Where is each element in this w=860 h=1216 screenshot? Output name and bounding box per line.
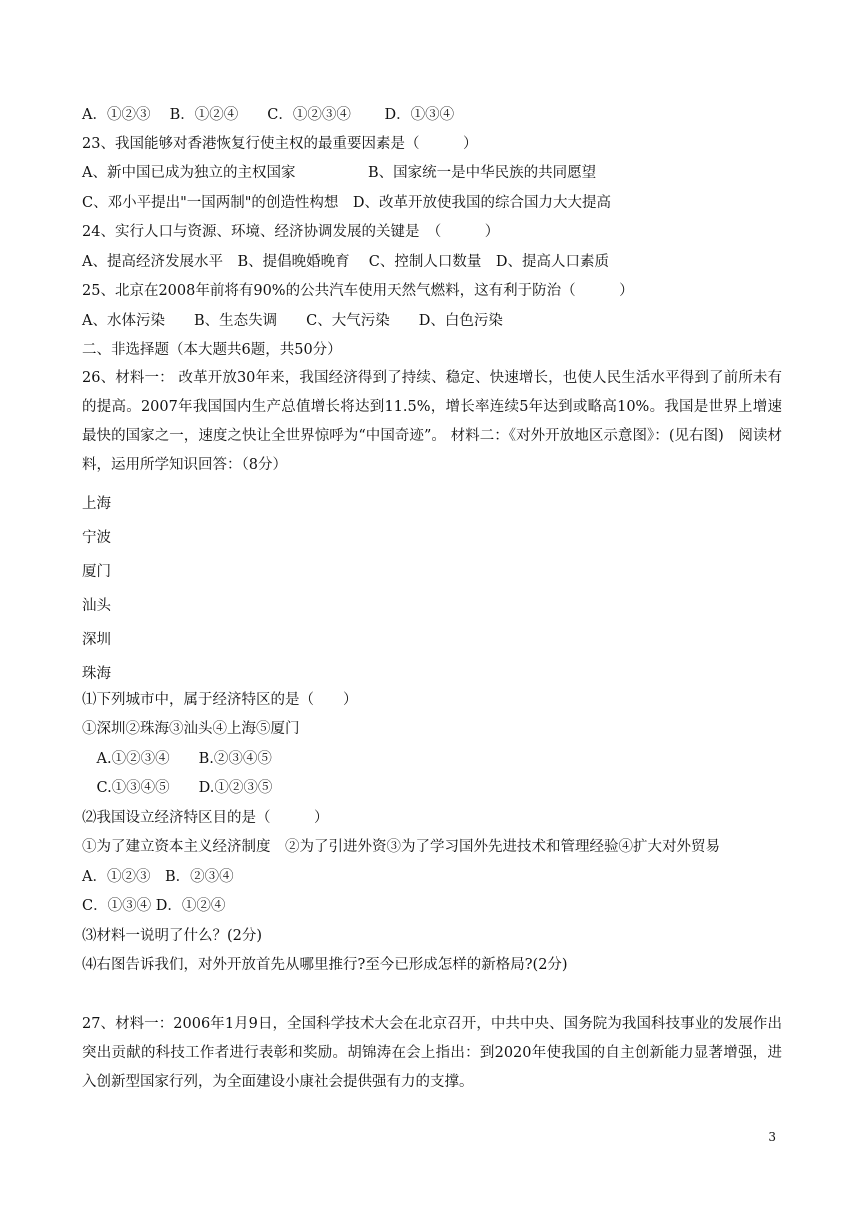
q23-options-ab: A、新中国已成为独立的主权国家 B、国家统一是中华民族的共同愿望 (82, 165, 597, 181)
q26-material: 26、材料一： 改革开放30年来，我国经济得到了持续、稳定、快速增长，也使人民生活水平得到了前所未有的提高。2007年我国国内生产总值增长将达到11.5%，增长率连续5年达到或略高10%。我国是世界上增速最快的国家之一，速度之快让全世界惊呼为“中国奇迹”。 材料二：《对外开放地区示意图》：(见右图) 阅读材料，运用所学知识回答：（8分） (82, 370, 782, 473)
q24-stem: 24、实行人口与资源、环境、经济协调发展的关键是 （ ） (82, 224, 500, 240)
q26-sub2-stem: ⑵我国设立经济特区目的是（ ） (82, 810, 329, 826)
q25-stem: 25、北京在2008年前将有90%的公共汽车使用天然气燃料，这有利于防治（ ） (82, 283, 634, 299)
q27-material: 27、材料一：2006年1月9日，全国科学技术大会在北京召开，中共中央、国务院为我国科技事业的发展作出突出贡献的科技工作者进行表彰和奖励。胡锦涛在会上指出：到2020年使我国的自主创新能力显著增强，进入创新型国家行列，为全面建设小康社会提供强有力的支撑。 (82, 1016, 782, 1090)
map-label-shantou: 汕头 (82, 598, 111, 614)
q26-sub1-stem: ⑴下列城市中，属于经济特区的是（ ） (82, 692, 358, 708)
q26-sub2-options-ab: A．①②③ B．②③④ (82, 869, 234, 885)
q25-options: A、水体污染 B、生态失调 C、大气污染 D、白色污染 (82, 313, 503, 329)
q24-options: A、提高经济发展水平 B、提倡晚婚晚育 C、控制人口数量 D、提高人口素质 (82, 254, 609, 270)
q23-options-cd: C、邓小平提出"一国两制"的创造性构想 D、改革开放使我国的综合国力大大提高 (82, 195, 612, 211)
page-number: 3 (768, 1130, 776, 1144)
q26-sub3: ⑶材料一说明了什么？(2分) (82, 928, 263, 944)
map-label-xiamen: 厦门 (82, 564, 111, 580)
q26-sub2-options-cd: C．①③④ D．①②④ (82, 898, 226, 914)
q26-sub2-items: ①为了建立资本主义经济制度 ②为了引进外资③为了学习国外先进技术和管理经验④扩大对外贸易 (82, 839, 720, 855)
q26-sub1-options-ab: A.①②③④ B.②③④⑤ (82, 751, 272, 767)
map-label-zhuhai: 珠海 (82, 666, 111, 682)
q26-sub1-options-cd: C.①③④⑤ D.①②③⑤ (82, 780, 273, 796)
q26-sub1-items: ①深圳②珠海③汕头④上海⑤厦门 (82, 721, 300, 737)
map-label-shanghai: 上海 (82, 496, 111, 512)
section-heading: 二、非选择题（本大题共6题，共50分） (82, 342, 342, 358)
map-label-ningbo: 宁波 (82, 530, 111, 546)
q22-options: A．①②③ B．①②④ C．①②③④ D．①③④ (82, 107, 455, 123)
map-label-shenzhen: 深圳 (82, 632, 111, 648)
q26-sub4: ⑷右图告诉我们，对外开放首先从哪里推行?至今已形成怎样的新格局?(2分) (82, 957, 568, 973)
q23-stem: 23、我国能够对香港恢复行使主权的最重要因素是（ ） (82, 136, 478, 152)
